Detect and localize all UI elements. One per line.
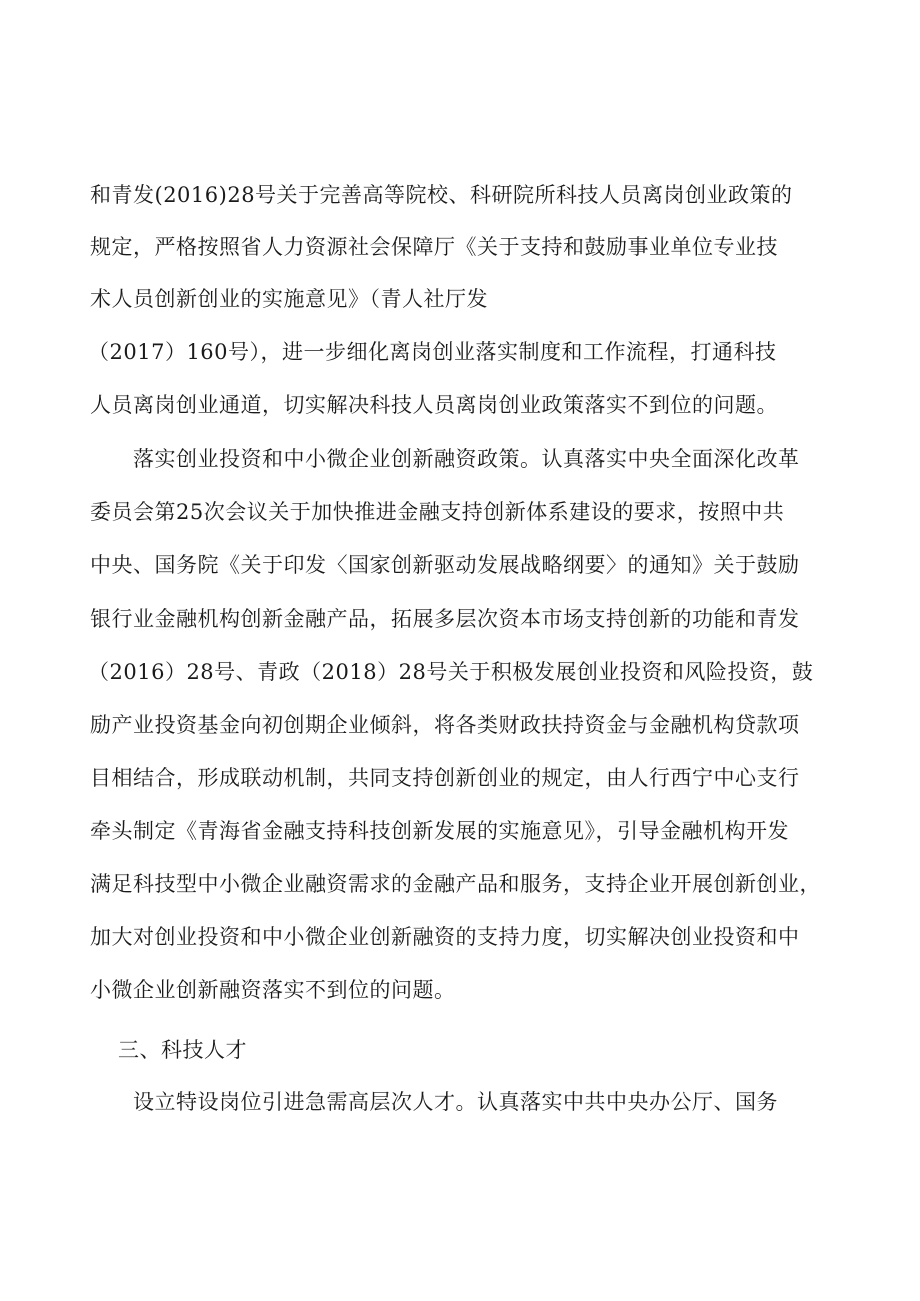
text-line: 银行业金融机构创新金融产品，拓展多层次资本市场支持创新的功能和青发: [90, 607, 800, 631]
text-line: 人员离岗创业通道，切实解决科技人员离岗创业政策落实不到位的问题。: [90, 393, 778, 417]
paragraph-first-line: 设立特设岗位引进急需高层次人才。认真落实中共中央办公厅、国务: [133, 1090, 778, 1114]
paragraph-first-line: 落实创业投资和中小微企业创新融资政策。认真落实中央全面深化改革: [133, 447, 800, 471]
text-line: 规定，严格按照省人力资源社会保障厅《关于支持和鼓励事业单位专业技: [90, 235, 778, 259]
text-line: 满足科技型中小微企业融资需求的金融产品和服务，支持企业开展创新创业，: [90, 872, 821, 896]
text-line: 术人员创新创业的实施意见》（青人社厅发: [90, 287, 488, 311]
text-line: 励产业投资基金向初创期企业倾斜，将各类财政扶持资金与金融机构贷款项: [90, 713, 800, 737]
text-line: 中央、国务院《关于印发〈国家创新驱动发展战略纲要〉的通知》关于鼓励: [90, 553, 800, 577]
text-line: 小微企业创新融资落实不到位的问题。: [90, 978, 456, 1002]
section-heading: 三、科技人才: [118, 1038, 247, 1062]
text-line: 目相结合，形成联动机制，共同支持创新创业的规定，由人行西宁中心支行: [90, 766, 800, 790]
text-line: 牵头制定《青海省金融支持科技创新发展的实施意见》，引导金融机构开发: [90, 819, 789, 843]
text-line: 加大对创业投资和中小微企业创新融资的支持力度，切实解决创业投资和中: [90, 925, 800, 949]
text-line: （2016）28号、青政（2018）28号关于积极发展创业投资和风险投资，鼓: [88, 660, 814, 684]
text-line: 和青发(2016)28号关于完善高等院校、科研院所科技人员离岗创业政策的: [90, 183, 793, 207]
text-line: （2017）160号），进一步细化离岗创业落实制度和工作流程，打通科技: [88, 340, 777, 364]
text-line: 委员会第25次会议关于加快推进金融支持创新体系建设的要求，按照中共: [90, 500, 785, 524]
